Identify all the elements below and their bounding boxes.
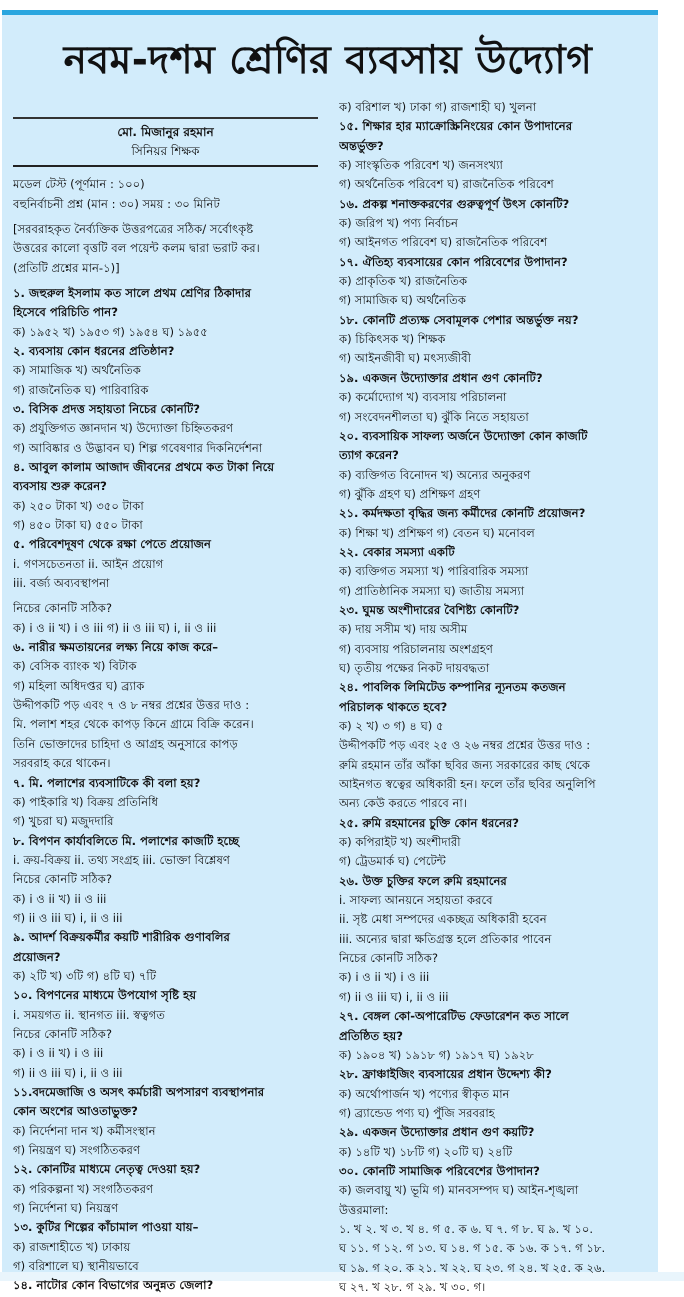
question-text: ১৭. ঐতিহ্য ব্যবসায়ের কোন পরিবেশের উপাদান? (339, 254, 568, 269)
answer-line: i. গণসচেতনতা ii. আইন প্রয়োগ (13, 556, 164, 571)
question-text: ব্যবসায় শুরু করেন? (13, 479, 107, 494)
page-title: নবম-দশম শ্রেণির ব্যবসায় উদ্যোগ (63, 38, 593, 83)
question-text: ২. ব্যবসায় কোন ধরনের প্রতিষ্ঠান? (13, 343, 175, 358)
answer-line: (প্রতিটি প্রশ্নের মান-১)] (13, 260, 120, 275)
answer-line: ক) i ও ii খ) i ও iii (13, 1046, 104, 1061)
answer-line: অন্য কেউ করতে পারবে না। (339, 796, 467, 811)
answer-line: তিনি ভোক্তাদের চাহিদা ও আগ্রহ অনুসারে কাপড় (13, 736, 238, 751)
answer-line: আইনগত স্বত্বের অধিকারী হন। ফলে তাঁর ছবির অনুলিপি (339, 777, 596, 792)
answer-line: ক) রাজশাহীতে খ) ঢাকায় (13, 1239, 131, 1254)
author-name: মো. মিজানুর রহমান (117, 124, 214, 139)
answer-line: গ) বরিশালে ঘ) স্থানীয়ভাবে (13, 1259, 139, 1274)
answer-line: i. সময়গত ii. স্থানগত iii. স্বত্বগত (13, 1007, 165, 1022)
answer-line: ক) পাইকারি খ) বিক্রয় প্রতিনিধি (13, 794, 158, 809)
answer-line: ক) দায় সসীম খ) দায় অসীম (339, 622, 468, 637)
left-column (13, 107, 326, 1296)
answer-line: ঘ ১১. গ ১২. গ ১৩. ঘ ১৪. গ ১৫. ক ১৬. ক ১৭. গ ১৮. (339, 1241, 606, 1256)
answer-line: মি. পলাশ শহর থেকে কাপড় কিনে গ্রামে বিক্রি করেন। (13, 717, 254, 732)
author-top-rule (13, 117, 318, 119)
answer-line: নিচের কোনটি সঠিক? (13, 601, 113, 616)
question-text: ২৭. বেঙ্গল কো-অপারেটিভ ফেডারেশন কত সালে (339, 1009, 569, 1024)
question-text: ৭. মি. পলাশের ব্যবসাটিকে কী বলা হয়? (13, 775, 201, 790)
answer-line: উদ্দীপকটি পড় এবং ৭ ও ৮ নম্বর প্রশ্নের উত্তর দাও : (13, 698, 250, 713)
answer-line: ক) ২ খ) ৩ গ) ৪ ঘ) ৫ (339, 719, 444, 733)
question-text: ৯. আদর্শ বিক্রয়কর্মীর কয়টি শারীরিক গুণাবলির (13, 930, 230, 945)
answer-line: ক) ১৯৫২ খ) ১৯৫৩ গ) ১৯৫৪ ঘ) ১৯৫৫ (13, 324, 208, 339)
answer-line: ক) ২টি খ) ৩টি গ) ৪টি ঘ) ৭টি (13, 968, 157, 983)
answer-line: ক) ব্যক্তিগত সমস্যা খ) পারিবারিক সমস্যা (339, 564, 529, 579)
answer-line: উত্তরের কালো বৃত্তটি বল পয়েন্ট কলম দ্বারা ভরাট কর। (13, 241, 260, 256)
answer-line: রুমি রহমান তাঁর আঁকা ছবির জন্য সরকারের কাছ থেকে (339, 757, 590, 772)
answer-line: গ) মহিলা অধিদপ্তর ঘ) ব্র্যাক (13, 678, 145, 693)
answer-line: ক) জলবায়ু খ) ভূমি গ) মানবসম্পদ ঘ) আইন-শৃঙ্খলা (339, 1183, 579, 1198)
answer-line: গ) সামাজিক ঘ) অর্থনৈতিক (339, 293, 466, 308)
question-text: ১২. কোনটির মাধ্যমে নেতৃত্ব দেওয়া হয়? (13, 1162, 201, 1177)
answer-line: ক) বরিশাল খ) ঢাকা গ) রাজশাহী ঘ) খুলনা (339, 100, 537, 114)
answer-line: গ) আইনজীবী ঘ) মৎস্যজীবী (339, 351, 471, 366)
question-text: ৪. আবুল কালাম আজাদ জীবনের প্রথমে কত টাকা নিয়ে (13, 460, 275, 474)
answer-line: ১. খ ২. খ ৩. খ ৪. গ ৫. ক ৬. ঘ ৭. গ ৮. ঘ ৯. খ ১০. (339, 1221, 594, 1236)
answer-line: ক) পরিকল্পনা খ) সংগঠিতকরণ (13, 1181, 154, 1196)
answer-line: ক) ব্যক্তিগত বিনোদন খ) অন্যের অনুকরণ (339, 467, 531, 482)
question-text: ৬. নারীর ক্ষমতায়নের লক্ষ্য নিয়ে কাজ করে– (13, 640, 219, 655)
answer-line: গ) ii ও iii ঘ) i, ii ও iii (339, 989, 449, 1004)
answer-line: ক) ১৯০৪ খ) ১৯১৮ গ) ১৯১৭ ঘ) ১৯২৮ (339, 1047, 534, 1062)
right-column (339, 98, 652, 1297)
question-text: ৩. বিসিক প্রদত্ত সহায়তা নিচের কোনটি? (13, 401, 201, 416)
answer-line: নিচের কোনটি সঠিক? (13, 872, 113, 887)
question-text: ২৮. ফ্রাঞ্চাইজিং ব্যবসায়ের প্রধান উদ্দেশ্য কী? (339, 1067, 552, 1082)
answer-line: মডেল টেস্ট (পূর্ণমান : ১০০) (13, 177, 145, 192)
question-text: কোন অংশের আওতাভুক্ত? (13, 1104, 138, 1119)
answer-line: নিচের কোনটি সঠিক? (13, 1026, 113, 1041)
question-text: ৩০. কোনটি সামাজিক পরিবেশের উপাদান? (339, 1163, 540, 1178)
answer-line: ক) বেসিক ব্যাংক খ) বিটাক (13, 659, 137, 674)
answer-line: i. ক্রয়-বিক্রয় ii. তথ্য সংগ্রহ iii. ভোক্তা বিশ্লেষণ (13, 852, 230, 867)
answer-line: সরবরাহ করে থাকেন। (13, 756, 111, 771)
answer-line: গ) খুচরা ঘ) মজুদদারি (13, 814, 114, 829)
author-bottom-rule (13, 165, 318, 167)
answer-line: গ) অর্থনৈতিক পরিবেশ ঘ) রাজনৈতিক পরিবেশ (339, 177, 554, 192)
question-text: ২৯. একজন উদ্যোক্তার প্রধান গুণ কয়টি? (339, 1125, 535, 1140)
answer-line: ক) ১৪টি খ) ১৮টি গ) ২০টি ঘ) ২৪টি (339, 1144, 513, 1159)
question-text: ২৪. পাবলিক লিমিটেড কম্পানির ন্যূনতম কতজন (339, 680, 566, 695)
answer-line: ক) নির্দেশনা দান খ) কর্মীসংস্থান (13, 1123, 156, 1138)
answer-line: গ) সংবেদনশীলতা ঘ) ঝুঁকি নিতে সহায়তা (339, 409, 529, 424)
question-text: ২৬. উক্ত চুক্তির ফলে রুমি রহমানের (339, 873, 507, 888)
answer-line: গ) ৪৫০ টাকা ঘ) ৫৫০ টাকা (13, 518, 143, 533)
answer-line: iii. অন্যের দ্বারা ক্ষতিগ্রস্ত হলে প্রতিকার পাবেন (339, 931, 552, 946)
question-text: ১৬. প্রকল্প শনাক্তকরণের গুরুত্বপূর্ণ উৎস কোনটি? (339, 196, 570, 211)
answer-line: iii. বর্জ্য অব্যবস্থাপনা (13, 576, 110, 591)
answer-line: ক) প্রযুক্তিগত জ্ঞানদান খ) উদ্যোক্তা চিহ্নিতকরণ (13, 421, 233, 436)
margin-strip (660, 10, 680, 1272)
answer-line: গ) আবিষ্কার ও উদ্ভাবন ঘ) শিল্প গবেষণার দিকনির্দেশনা (13, 440, 263, 455)
answer-line: গ) ii ও iii ঘ) i, ii ও iii (13, 910, 123, 925)
question-text: পরিচালক থাকতে হবে? (339, 699, 448, 714)
answer-line: নিচের কোনটি সঠিক? (339, 951, 439, 966)
answer-line: উত্তরমালা: (339, 1202, 389, 1217)
answer-line: i. সাফল্য আনয়নে সহায়তা করবে (339, 893, 493, 908)
right-question-list (339, 98, 652, 1297)
question-text: ৮. বিপণন কার্যাবলিতে মি. পলাশের কাজটি হচ্ছে (13, 833, 240, 848)
question-text: প্রতিষ্ঠিত হয়? (339, 1028, 403, 1043)
answer-line: উদ্দীপকটি পড় এবং ২৫ ও ২৬ নম্বর প্রশ্নের উত্তর দাও : (339, 738, 591, 753)
answer-line: গ) ব্যবসায় পরিচালনায় অংশগ্রহণ (339, 641, 493, 656)
question-text: ১৩. কুটির শিল্পের কাঁচামাল পাওয়া যায়– (13, 1220, 199, 1235)
question-text: ১০. বিপণনের মাধ্যমে উপযোগ সৃষ্টি হয় (13, 988, 197, 1003)
answer-line: ক) ২৫০ টাকা খ) ৩৫০ টাকা (13, 498, 144, 513)
answer-line: ক) অর্থোপার্জন খ) পণ্যের স্বীকৃত মান (339, 1086, 510, 1101)
answer-line: গ) ট্রেডমার্ক ঘ) পেটেন্ট (339, 854, 446, 869)
question-text: ২৩. ঘুমন্ত অংশীদারের বৈশিষ্ট্য কোনটি? (339, 602, 520, 617)
answer-line: ক) কর্মোদ্যোগ খ) ব্যবসায় পরিচালনা (339, 390, 507, 405)
answer-line: গ) নির্দেশনা ঘ) নিয়ন্ত্রণ (13, 1201, 119, 1216)
answer-line: গ) রাজনৈতিক ঘ) পারিবারিক (13, 382, 149, 397)
answer-line: ক) সামাজিক খ) অর্থনৈতিক (13, 363, 141, 378)
question-text: প্রয়োজন? (13, 949, 61, 964)
question-text: ১১.বদমেজাজি ও অসৎ কর্মচারী অপসারণ ব্যবস্থাপনার (13, 1085, 265, 1099)
question-text: ২৫. রুমি রহমানের চুক্তি কোন ধরনের? (339, 815, 520, 830)
answer-line: ক) প্রাকৃতিক খ) রাজনৈতিক (339, 274, 468, 289)
question-text: হিসেবে পরিচিতি পান? (13, 305, 118, 320)
question-text: ১৫. শিক্ষার হার ম্যাক্রোস্ক্রিনিংয়ের কোন উপাদানের (339, 119, 573, 134)
answer-line: গ) ঝুঁকি গ্রহণ ঘ) প্রশিক্ষণ গ্রহণ (339, 486, 481, 501)
question-text: ২২. বেকার সমস্যা একটি (339, 544, 455, 559)
answer-line: ঘ ২৭. খ ২৮. গ ২৯. খ ৩০. গ। (339, 1279, 486, 1294)
answer-line: গ) আইনগত পরিবেশ ঘ) রাজনৈতিক পরিবেশ (339, 235, 548, 250)
answer-line: বহুনির্বাচনী প্রশ্ন (মান : ৩০) সময় : ৩০ মিনিট (13, 196, 220, 211)
answer-line: ক) শিক্ষা খ) প্রশিক্ষণ গ) বেতন ঘ) মনোবল (339, 525, 535, 540)
answer-line: ক) i ও ii খ) ii ও iii (13, 891, 107, 906)
question-text: ১৪. নাটোর কোন বিভাগের অনুন্নত জেলা? (13, 1278, 214, 1293)
answer-line: [সরবরাহকৃত নৈর্ব্যক্তিক উত্তরপত্রের সঠিক/ সর্বোৎকৃষ্ট (13, 221, 254, 236)
answer-line: গ) ii ও iii ঘ) i, ii ও iii (13, 1065, 123, 1080)
question-text: ২০. ব্যবসায়িক সাফল্য অর্জনে উদ্যোক্তা কোন কাজটি (339, 428, 588, 443)
answer-line: ক) i ও ii খ) i ও iii (339, 970, 430, 985)
answer-line: ক) সাংস্কৃতিক পরিবেশ খ) জনসংখ্যা (339, 158, 503, 173)
question-text: ১৮. কোনটি প্রত্যক্ষ সেবামূলক পেশার অন্তর্ভুক্ত নয়? (339, 312, 579, 327)
author-role: সিনিয়র শিক্ষক (131, 143, 200, 158)
answer-line: গ) ব্র্যান্ডেড পণ্য ঘ) পুঁজি সরবরাহ (339, 1105, 495, 1120)
left-question-list (13, 175, 326, 1296)
question-text: ৫. পরিবেশদূষণ থেকে রক্ষা পেতে প্রয়োজন (13, 537, 211, 552)
answer-line: গ) নিয়ন্ত্রণ ঘ) সংগঠিতকরণ (13, 1143, 140, 1158)
answer-line: ক) i ও ii খ) i ও iii গ) ii ও iii ঘ) i, ii ও iii (13, 620, 217, 635)
question-text: ২১. কর্মদক্ষতা বৃদ্ধির জন্য কর্মীদের কোনটি প্রয়োজন? (339, 506, 586, 521)
answer-line: ক) জরিপ খ) পণ্য নির্বাচন (339, 216, 458, 231)
answer-line: ক) কপিরাইট খ) অংশীদারী (339, 835, 461, 850)
answer-line: ক) চিকিৎসক খ) শিক্ষক (339, 332, 446, 347)
question-text: অন্তর্ভুক্ত? (339, 138, 384, 153)
answer-line: ii. সৃষ্ট মেধা সম্পদের একচ্ছত্র অধিকারী হবেন (339, 912, 547, 927)
question-text: ১. জহুরুল ইসলাম কত সালে প্রথম শ্রেণির ঠিকাদার (13, 285, 251, 300)
answer-line: ঘ ১৯. গ ২০. ক ২১. খ ২২. ঘ ২৩. গ ২৪. খ ২৫. ক ২৬. (339, 1260, 606, 1275)
question-text: ত্যাগ করেন? (339, 448, 399, 463)
answer-line: ঘ) তৃতীয় পক্ষের নিকট দায়বদ্ধতা (339, 660, 490, 675)
answer-line: গ) প্রাতিষ্ঠানিক সমস্যা ঘ) জাতীয় সমস্যা (339, 583, 525, 598)
question-text: ১৯. একজন উদ্যোক্তার প্রধান গুণ কোনটি? (339, 370, 543, 385)
